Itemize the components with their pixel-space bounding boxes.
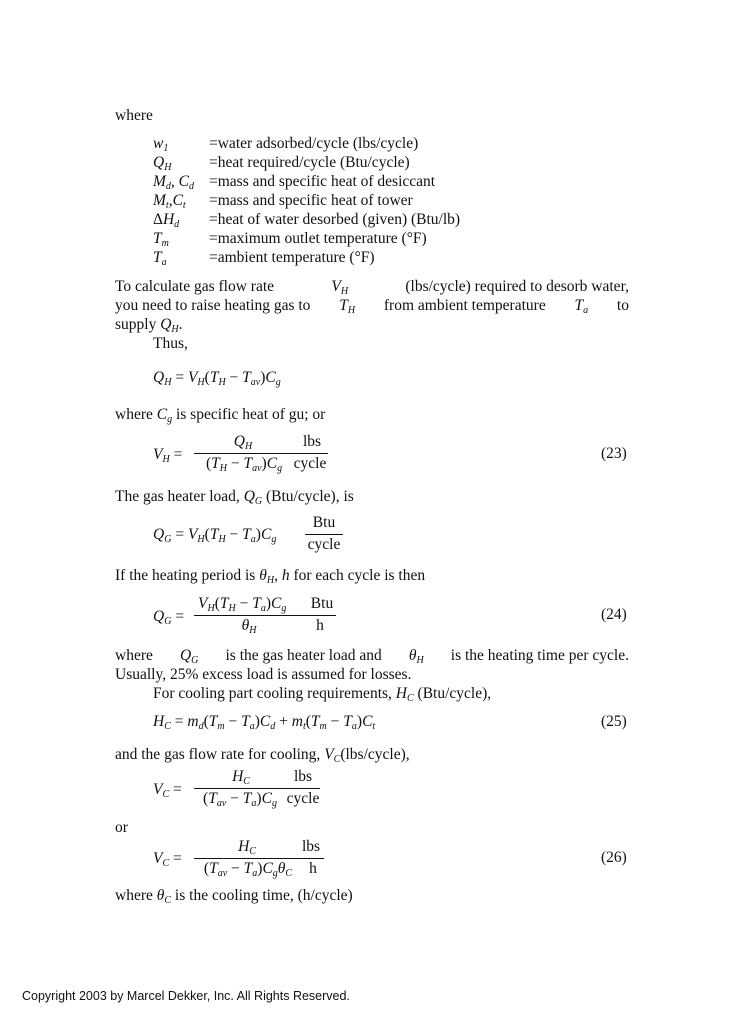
paragraph-line: where $C_g$ is specific heat of gu; or bbox=[115, 406, 326, 425]
definition-symbol: $\Delta H_d$ bbox=[153, 211, 180, 230]
paragraph-line: and the gas flow rate for cooling, $V_C(lbs/cycle)$, bbox=[115, 746, 410, 765]
definition-row bbox=[153, 210, 460, 229]
definition-symbol: $Q_H$ bbox=[153, 154, 172, 173]
paragraph-line: If the heating period is $\theta_H$, h for each cycle is then bbox=[115, 567, 426, 586]
definition-row bbox=[153, 248, 375, 267]
or-label: or bbox=[115, 819, 128, 836]
definition-desc: =mass and specific heat of tower bbox=[209, 192, 413, 209]
thus-label: Thus, bbox=[153, 335, 188, 352]
definition-desc: =water adsorbed/cycle (lbs/cycle) bbox=[209, 135, 419, 152]
paragraph-line: you need to raise heating gas to $T_H$ from ambient temperature $T_a$ to bbox=[115, 297, 629, 316]
definition-desc: =heat of water desorbed (given) (Btu/lb) bbox=[209, 211, 461, 228]
definition-desc: =ambient temperature (°F) bbox=[209, 249, 375, 266]
equation-number: (25) bbox=[601, 713, 627, 730]
paragraph-line: Usually, 25% excess load is assumed for losses. bbox=[115, 666, 412, 683]
definition-row bbox=[153, 153, 410, 172]
definition-desc: =maximum outlet temperature (°F) bbox=[209, 230, 427, 247]
definition-desc: =mass and specific heat of desiccant bbox=[209, 173, 436, 190]
definition-desc: =heat required/cycle (Btu/cycle) bbox=[209, 154, 410, 171]
paragraph-line: where $\theta_C$ is the cooling time, (h/cycle) bbox=[115, 887, 353, 906]
document-page: where $w_1$ =water adsorbed/cycle (lbs/cycle) $Q_H$ =heat required/cycle (Btu/cycle) $M_d$, $C_d$ =mass and specific heat of desiccant $M_t,C_t$ =mass and specific heat of tower $\Delta H_d$ =heat of water desorbed (given) (Btu/lb) $T_m$ =maximum outlet temperature (°F) $T_a$ =ambient temperature (°F) To calculate gas flow rate $V_H$ (lbs/cycle) required to desorb water, you need to raise heating gas to $T_H$ from ambient temperature $T_a$ to supply $Q_H$. Thus, $Q_H = V_H(T_H - T_{av})C_g$ where $C_g$ is specific heat of gu; or $V_H$ = $Q_H$ lbs $(T_H - T_{av})C_g$ cycle (23) The gas heater load, $Q_G$ (Btu/cycle), is $Q_G = V_H(T_H - T_a)C_g$ Btu cycle If the heating period is $\theta_H$, h for each cycle is then $Q_G$ = $V_H(T_H - T_a)C_g$ Btu $\theta_H$ h (24) where $Q_G$ is the gas heater load and $\theta_H$ is the heating time per cycle. Usually, 25% excess load is assumed for losses. For cooling part cooling requirements, $H_C$ (Btu/cycle), $H_C = m_d(T_m - T_a)C_d + m_t(T_m - T_a)C_t$ (25) and the gas flow rate for cooling, $V_C(lbs/cycle)$, $V_C$ = $H_C$ lbs $(T_{av} - T_a)C_g$ cycle or $V_C$ = $H_C$ lbs $(T_{av} - T_a)C_g\theta_C$ h (26) where $\theta_C$ is the cooling time, (h/cycle) Copyright 2003 by Marcel Dekker, Inc. All Rights Reserved. bbox=[22, 107, 629, 1003]
paragraph-line: The gas heater load, $Q_G$ (Btu/cycle), is bbox=[115, 488, 354, 507]
paragraph-line: To calculate gas flow rate $V_H$ (lbs/cycle) required to desorb water, bbox=[115, 278, 629, 297]
definition-symbol: $M_d$, $C_d$ bbox=[153, 173, 195, 192]
paragraph-line: For cooling part cooling requirements, $H_C$ (Btu/cycle), bbox=[153, 685, 492, 704]
definition-row bbox=[153, 134, 418, 153]
paragraph-line: where $Q_G$ is the gas heater load and $\theta_H$ is the heating time per cycle. bbox=[115, 647, 629, 666]
definition-symbol: $T_m$ bbox=[153, 230, 169, 249]
equation-number: (24) bbox=[601, 606, 627, 623]
definition-symbol: $M_t,C_t$ bbox=[153, 192, 186, 211]
equation-number: (23) bbox=[601, 445, 627, 462]
definition-row bbox=[153, 229, 427, 248]
copyright-footer: Copyright 2003 by Marcel Dekker, Inc. All Rights Reserved. bbox=[22, 989, 350, 1003]
definition-symbol: $T_a$ bbox=[153, 249, 167, 268]
equation-qh: $Q_H = V_H(T_H - T_{av})C_g$ bbox=[153, 369, 281, 388]
where-label: where bbox=[115, 107, 153, 124]
definition-symbol: $w_1$ bbox=[153, 135, 169, 154]
definition-row bbox=[153, 191, 413, 210]
definition-row bbox=[153, 172, 435, 191]
paragraph-line: supply $Q_H$. bbox=[115, 316, 183, 335]
equation-number: (26) bbox=[601, 849, 627, 866]
